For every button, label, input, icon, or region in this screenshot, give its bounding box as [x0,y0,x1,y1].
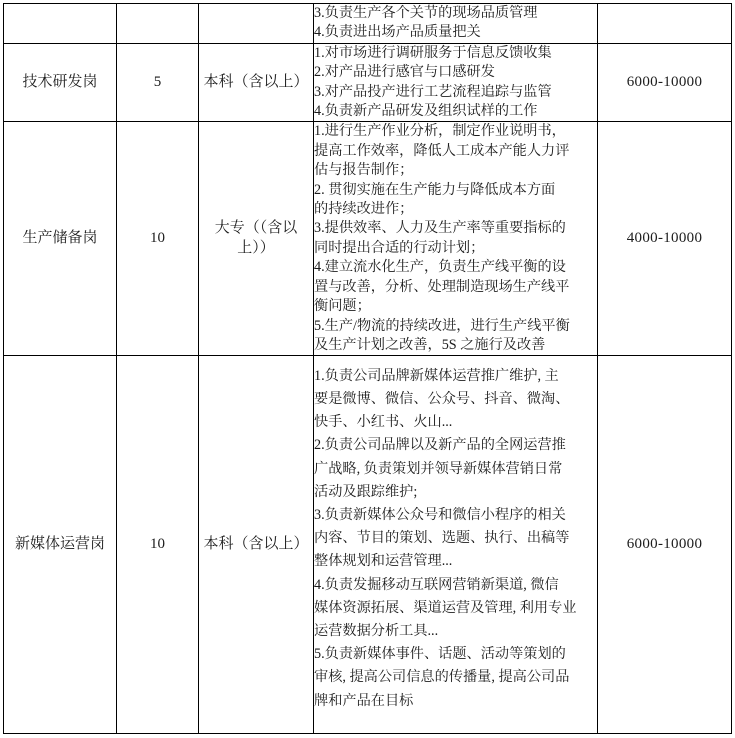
duty-line: 4.负责新产品研发及组织试样的工作 [314,103,538,120]
education-line: 上）） [237,239,275,256]
position-cell: 技术研发岗 [4,43,117,122]
education-cell [199,43,314,122]
education-cell [199,122,314,356]
duty-line: 提高工作效率，降低人工成本产能人力评 [314,142,570,159]
job-positions-table-body [4,4,732,734]
duty-line: 快手、小红书、火山... [314,414,453,431]
duty-line: 1.进行生产作业分析，制定作业说明书， [314,123,566,140]
duties-cell [314,356,598,734]
duty-line: 4.负责发掘移动互联网营销新渠道, 微信 [314,576,559,593]
education-line: 本科（含以上） [203,73,309,90]
duty-line: 3.负责生产各个关节的现场品质管理 [314,5,538,21]
position-cell: 新媒体运营岗 [4,356,117,734]
duty-line: 1.负责公司品牌新媒体运营推广维护, 主 [314,367,559,384]
duty-line: 的持续改进作； [314,201,414,218]
table-row [4,43,732,122]
salary-cell: 4000-10000 [598,122,732,356]
duty-line: 衡问题； [314,298,371,315]
education-cell [199,4,314,44]
duties-cell [314,43,598,122]
duty-line: 牌和产品在目标 [314,692,414,709]
duty-line: 同时提出合适的行动计划； [314,239,485,256]
duty-line: 2.负责公司品牌以及新产品的全网运营推 [314,437,566,454]
duties-cell [314,122,598,356]
duty-line: 要是微博、微信、公众号、抖音、微淘、 [314,390,570,407]
duty-line: 2. 贯彻实施在生产能力与降低成本方面 [314,181,556,198]
duty-line: 5.负责新媒体事件、话题、活动等策划的 [314,646,566,663]
duty-line: 及生产计划之改善，5S 之施行及改善 [314,336,546,353]
duty-line: 置与改善，分析、处理制造现场生产线平 [314,278,570,295]
salary-cell [598,4,732,44]
duty-line: 3.提供效率、人力及生产率等重要指标的 [314,220,566,237]
salary-cell: 6000-10000 [598,356,732,734]
duty-line: 审核, 提高公司信息的传播量, 提高公司品 [314,669,570,686]
duty-line: 1.对市场进行调研服务于信息反馈收集 [314,44,552,61]
duty-line: 运营数据分析工具... [314,623,439,640]
duty-line: 广战略, 负责策划并领导新媒体营销日常 [314,460,563,477]
education-line: 大专（（含以 [214,220,298,237]
education-cell [199,356,314,734]
headcount-cell: 10 [117,356,199,734]
table-row [4,122,732,356]
headcount-cell: 5 [117,43,199,122]
duty-line: 整体规划和运营管理... [314,553,453,570]
duty-line: 3.对产品投产进行工艺流程追踪与监管 [314,83,552,100]
duties-cell [314,4,598,44]
duty-line: 3.负责新媒体公众号和微信小程序的相关 [314,507,566,523]
duty-line: 媒体资源拓展、渠道运营及管理, 利用专业 [314,599,577,616]
headcount-cell [117,4,199,44]
education-line: 本科（含以上） [203,536,309,553]
job-positions-table [3,3,732,734]
duty-line: 2.对产品进行感官与口感研发 [314,64,495,81]
duty-line: 估与报告制作； [314,162,414,179]
position-cell: 生产储备岗 [4,122,117,356]
duty-line: 活动及跟踪维护; [314,483,418,500]
headcount-cell: 10 [117,122,199,356]
duty-line: 4.负责进出场产品质量把关 [314,24,481,41]
table-row [4,356,732,734]
duty-line: 5.生产/物流的持续改进，进行生产线平衡 [314,317,570,334]
salary-cell: 6000-10000 [598,43,732,122]
duty-line: 内容、节目的策划、选题、执行、出稿等 [314,530,570,547]
position-cell [4,4,117,44]
duty-line: 4.建立流水化生产，负责生产线平衡的设 [314,259,566,276]
table-row [4,4,732,44]
